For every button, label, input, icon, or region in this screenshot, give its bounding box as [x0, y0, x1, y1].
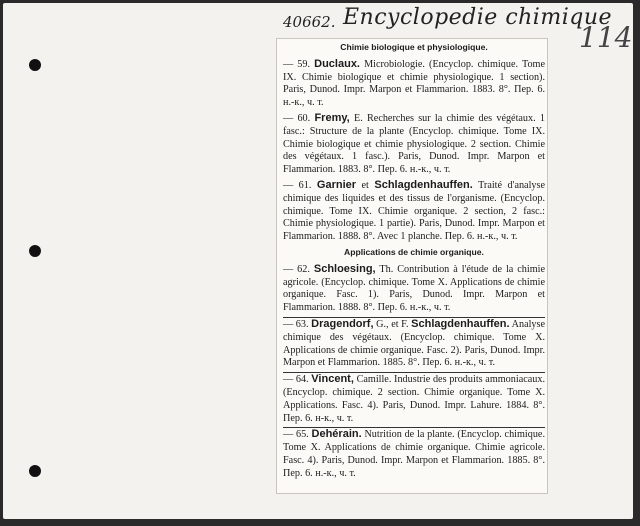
- handwritten-number: 40662.: [283, 13, 336, 31]
- entry-author: Vincent,: [311, 373, 354, 386]
- section-heading: Applications de chimie organique.: [344, 246, 484, 257]
- entry-text: Th. Contribution à l'étude de la chimie agricole. (Encyclop. chimique. Tome X. Applications de chimie organique. Fasc. 1). Paris, Dunod. Impr. Marpon et Flammarion. 1888. 8°. Пер. 6. н.-к., ч. т.: [283, 263, 546, 314]
- entry-number: — 64.: [283, 374, 309, 386]
- entry-coauthor: Schlagdenhauffen.: [374, 178, 473, 191]
- entry-author: Duclaux.: [314, 57, 360, 70]
- handwritten-title: Encyclopedie chimique: [343, 5, 613, 30]
- entry-author: Dehérain.: [311, 428, 362, 441]
- punch-hole: [29, 465, 41, 477]
- bibliography-entry: [283, 112, 545, 177]
- entry-text: Analyse chimique des végétaux. (Encyclop. chimique. Tome X. Applications de chimie organique. Fasc. 2). Paris, Dunod. Impr. Marpon et Flammarion. 1885. 8°. Пер. 6. н.-к., ч. т.: [283, 318, 546, 369]
- entry-author: Dragendorf,: [311, 317, 374, 330]
- entry-text: Microbiologie. (Encyclop. chimique. Tome IX. Chimie biologique et chimie physiologique. 1 section). Paris, Dunod. Impr. Marpon et Flammarion. 1883. 8°. Пер. 6. н.-к., ч. т.: [283, 58, 545, 109]
- punch-hole: [29, 59, 41, 71]
- entry-author: Schloesing,: [313, 262, 376, 275]
- entry-coauthor: Schlagdenhauffen.: [411, 317, 510, 330]
- entry-text: Nutrition de la plante. (Encyclop. chimique. Tome X. Applications de chimie organique. Chimie agricole. Fasc. 4). Paris, Dunod. Impr. Marpon et Flammarion. 1885. 8°. Пер. 6. н.-к., ч. т.: [283, 429, 546, 479]
- entry-number: — 63.: [283, 318, 309, 330]
- entry-text: Camille. Industrie des produits ammoniacaux. (Encyclop. chimique. 2 section. Chimie organique. Tome X. Applications. Fasc. 4). Paris, Dunod. Impr. Lahure. 1884. 8°. Пер. 6. н-к., ч. т.: [283, 374, 545, 424]
- entry-author: Fremy,: [314, 111, 350, 124]
- entry-text: E. Recherches sur la chimie des végétaux. 1 fasc.: Structure de la plante (Encyclop. chimique. Tome IX. Chimie biologique et chimie physiologique. 2 section. Chimie des végétaux. 1 fasc.). Paris, Dunod. Impr. Marpon et Flammarion. 1883. 8°. Пер. 6. н.-к., ч. т.: [283, 112, 546, 176]
- handwritten-mark: 114: [579, 21, 633, 54]
- section-heading: Chimie biologique et physiologique.: [340, 42, 488, 52]
- entry-author: Garnier: [316, 178, 357, 191]
- bibliography-entry: [283, 317, 545, 370]
- entry-number: — 60.: [283, 112, 311, 124]
- entry-number: — 61.: [283, 179, 312, 191]
- entry-connector: G., et F.: [373, 318, 412, 330]
- entry-number: — 65.: [283, 429, 309, 441]
- bibliography-entry: [283, 58, 545, 110]
- bibliography-entry: [283, 427, 545, 480]
- bibliography-entry: [283, 263, 545, 315]
- entry-number: — 62.: [283, 263, 310, 275]
- bibliography-entry: [283, 179, 545, 244]
- entry-connector: et: [356, 179, 375, 191]
- punch-hole: [29, 245, 41, 257]
- entry-text: Traité d'analyse chimique des liquides et des tissus de l'organisme. (Encyclop. chimique. Tome IX. Chimie organique. 2 section, 2 fasc.: Chimie physiologique. 1 partie). Paris, Dunod. Impr. Marpon et Flammarion. 1888. 8°. Avec 1 planche. Пер. 6. н.-к., ч. т.: [283, 179, 545, 243]
- bibliography-entry: [283, 372, 545, 425]
- printed-clipping: [276, 38, 548, 494]
- entry-number: — 59.: [283, 58, 311, 70]
